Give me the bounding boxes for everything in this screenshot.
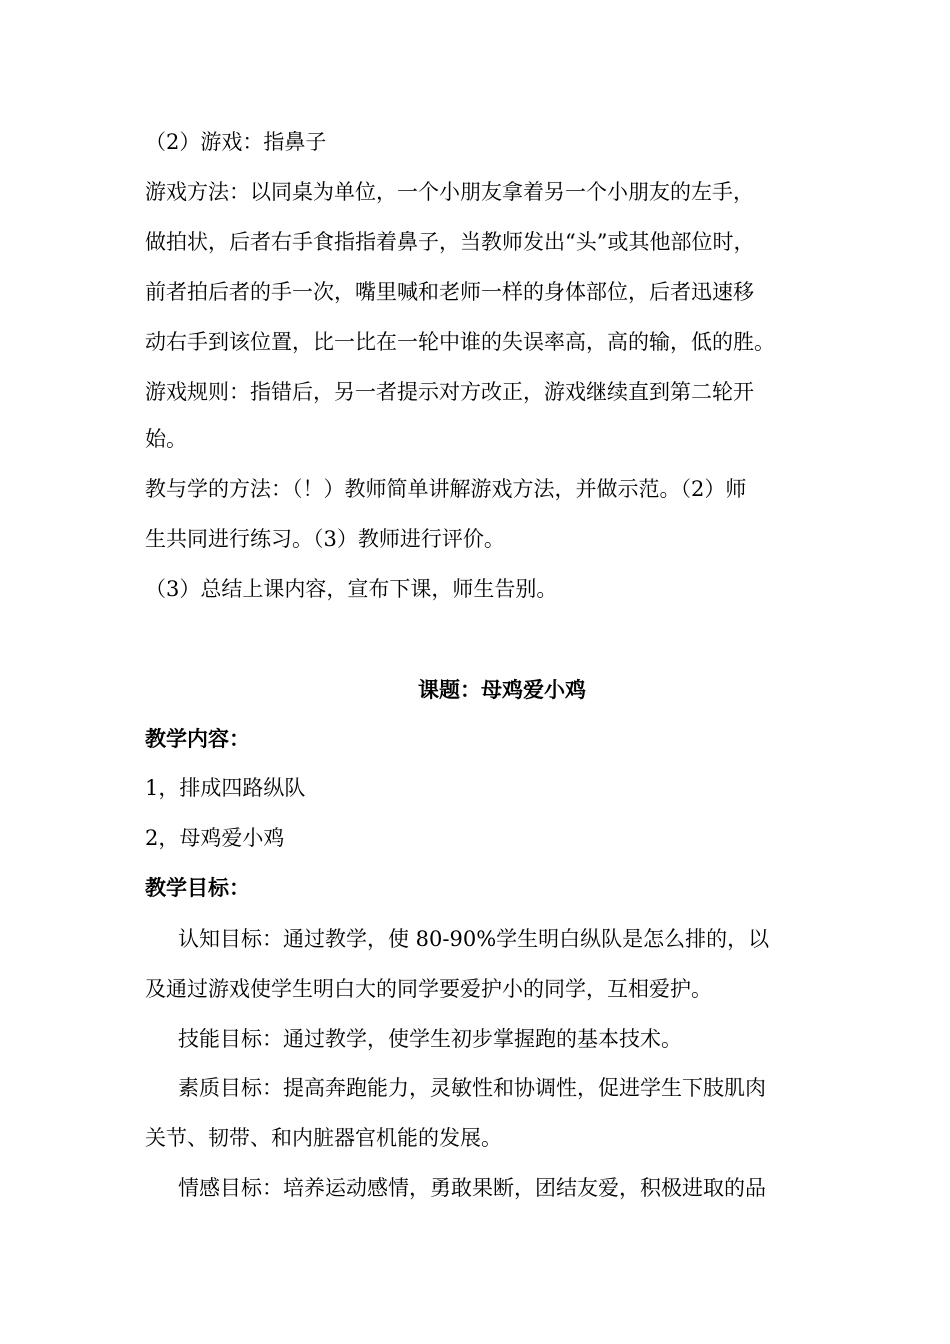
game-method-line-4: 动右手到该位置，比一比在一轮中谁的失误率高，高的输，低的胜。 (145, 330, 775, 354)
cognitive-goal-line-1: 认知目标：通过教学，使 80-90%学生明白纵队是怎么排的，以 (178, 927, 770, 951)
content-item-2: 2，母鸡爱小鸡 (145, 826, 285, 850)
teaching-content-heading: 教学内容： (145, 726, 250, 751)
teaching-method-line-1: 教与学的方法：（！）教师简单讲解游戏方法，并做示范。（2）师 (145, 477, 747, 501)
game-method-line-1: 游戏方法：以同桌为单位，一个小朋友拿着另一个小朋友的左手， (145, 180, 754, 204)
teaching-method-line-2: 生共同进行练习。（3）教师进行评价。 (145, 527, 505, 551)
game-method-line-3: 前者拍后者的手一次，嘴里喊和老师一样的身体部位，后者迅速移 (145, 280, 754, 304)
cognitive-goal-line-2: 及通过游戏使学生明白大的同学要爱护小的同学，互相爱护。 (145, 977, 712, 1001)
summary-line: （3）总结上课内容，宣布下课，师生告别。 (145, 577, 558, 601)
game-rules-line-1: 游戏规则：指错后，另一者提示对方改正，游戏继续直到第二轮开 (145, 380, 754, 404)
game-title: （2）游戏：指鼻子 (145, 130, 327, 154)
teaching-goals-heading: 教学目标： (145, 875, 250, 900)
game-method-line-2: 做拍状，后者右手食指指着鼻子，当教师发出“头”或其他部位时， (145, 230, 755, 254)
skill-goal-line: 技能目标：通过教学，使学生初步掌握跑的基本技术。 (178, 1027, 682, 1051)
quality-goal-line-2: 关节、韧带、和内脏器官机能的发展。 (145, 1126, 502, 1150)
game-rules-line-2: 始。 (145, 427, 187, 451)
emotional-goal-line: 情感目标：培养运动感情，勇敢果断，团结友爱，积极进取的品 (178, 1176, 766, 1200)
lesson-title: 课题：母鸡爱小鸡 (418, 677, 586, 702)
content-item-1: 1，排成四路纵队 (145, 776, 306, 800)
quality-goal-line-1: 素质目标：提高奔跑能力，灵敏性和协调性，促进学生下肢肌肉 (178, 1076, 766, 1100)
